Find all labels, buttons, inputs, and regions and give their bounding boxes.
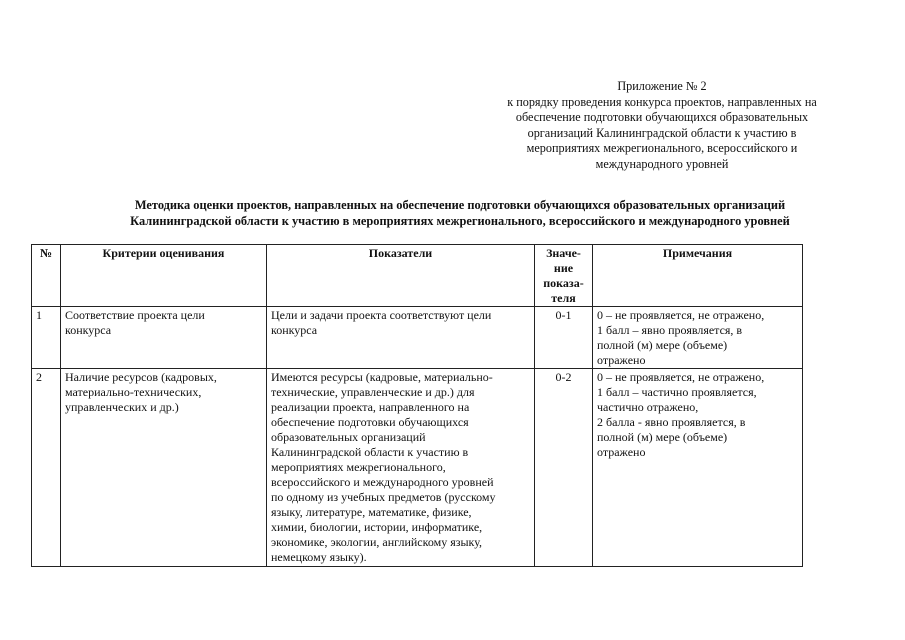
text-line: Калининградской области к участию в [271, 445, 469, 459]
text-line: конкурса [271, 323, 318, 337]
appendix-line: Приложение № 2 [617, 79, 707, 93]
appendix-line: мероприятиях межрегионального, всероссийского и [526, 141, 798, 155]
text-line: всероссийского и международного уровней [271, 475, 494, 489]
text-line: образовательных организаций [271, 430, 426, 444]
text-line: отражено [597, 445, 646, 459]
row-num: 2 [32, 369, 61, 567]
text-line: 2 балла - явно проявляется, в [597, 415, 746, 429]
table-row [32, 369, 803, 567]
header-notes: Примечания [593, 245, 803, 307]
text-line: полной (м) мере (объеме) [597, 430, 728, 444]
text-line: частично отражено, [597, 400, 699, 414]
appendix-line: обеспечение подготовки обучающихся образовательных [515, 110, 809, 124]
text-line: химии, биологии, истории, информатике, [271, 520, 483, 534]
evaluation-table [31, 244, 803, 567]
text-line: мероприятиях межрегионального, [271, 460, 446, 474]
appendix-line: организаций Калининградской области к участию в [527, 125, 797, 140]
text-line: 1 балл – частично проявляется, [597, 385, 757, 399]
text-line: по одному из учебных предметов (русскому [271, 490, 496, 504]
table-row [32, 307, 803, 369]
row-notes [593, 369, 803, 567]
row-indicators [267, 307, 535, 369]
row-indicators [267, 369, 535, 567]
text-line: Цели и задачи проекта соответствуют цели [271, 308, 492, 322]
row-criteria [61, 307, 267, 369]
text-line: полной (м) мере (объеме) [597, 338, 728, 352]
header-value [535, 245, 593, 307]
row-notes [593, 307, 803, 369]
table-header-row [32, 245, 803, 307]
row-value: 0-1 [535, 307, 593, 369]
header-value-line: Значе- [546, 246, 581, 260]
text-line: 1 балл – явно проявляется, в [597, 323, 743, 337]
header-criteria: Критерии оценивания [61, 245, 267, 307]
text-line: конкурса [65, 323, 112, 337]
text-line: управленческих и др.) [65, 400, 179, 414]
text-line: 0 – не проявляется, не отражено, [597, 370, 765, 384]
header-num: № [32, 245, 61, 307]
text-line: технические, управленческие и др.) для [271, 385, 475, 399]
document-title [60, 197, 860, 229]
text-line: Наличие ресурсов (кадровых, [65, 370, 217, 384]
text-line: Соответствие проекта цели [65, 308, 205, 322]
row-criteria [61, 369, 267, 567]
title-line: Калининградской области к участию в мероприятиях межрегионального, всероссийского и международного уровней [130, 214, 790, 228]
text-line: языку, литературе, математике, физике, [271, 505, 472, 519]
text-line: материально-технических, [65, 385, 202, 399]
text-line: обеспечение подготовки обучающихся [271, 415, 469, 429]
text-line: Имеются ресурсы (кадровые, материально- [271, 370, 493, 384]
row-num: 1 [32, 307, 61, 369]
header-value-line: теля [551, 291, 576, 305]
appendix-header [488, 79, 836, 172]
title-line: Методика оценки проектов, направленных на обеспечение подготовки обучающихся образовательных организаций [134, 198, 786, 212]
text-line: 0 – не проявляется, не отражено, [597, 308, 765, 322]
row-value: 0-2 [535, 369, 593, 567]
header-value-line: показа- [543, 276, 584, 290]
appendix-line: к порядку проведения конкурса проектов, направленных на [507, 94, 817, 109]
text-line: немецкому языку). [271, 550, 367, 564]
text-line: реализации проекта, направленного на [271, 400, 470, 414]
appendix-line: международного уровней [595, 156, 729, 171]
header-value-line: ние [553, 261, 574, 275]
text-line: отражено [597, 353, 646, 367]
text-line: экономике, экологии, английскому языку, [271, 535, 482, 549]
header-indicators: Показатели [267, 245, 535, 307]
